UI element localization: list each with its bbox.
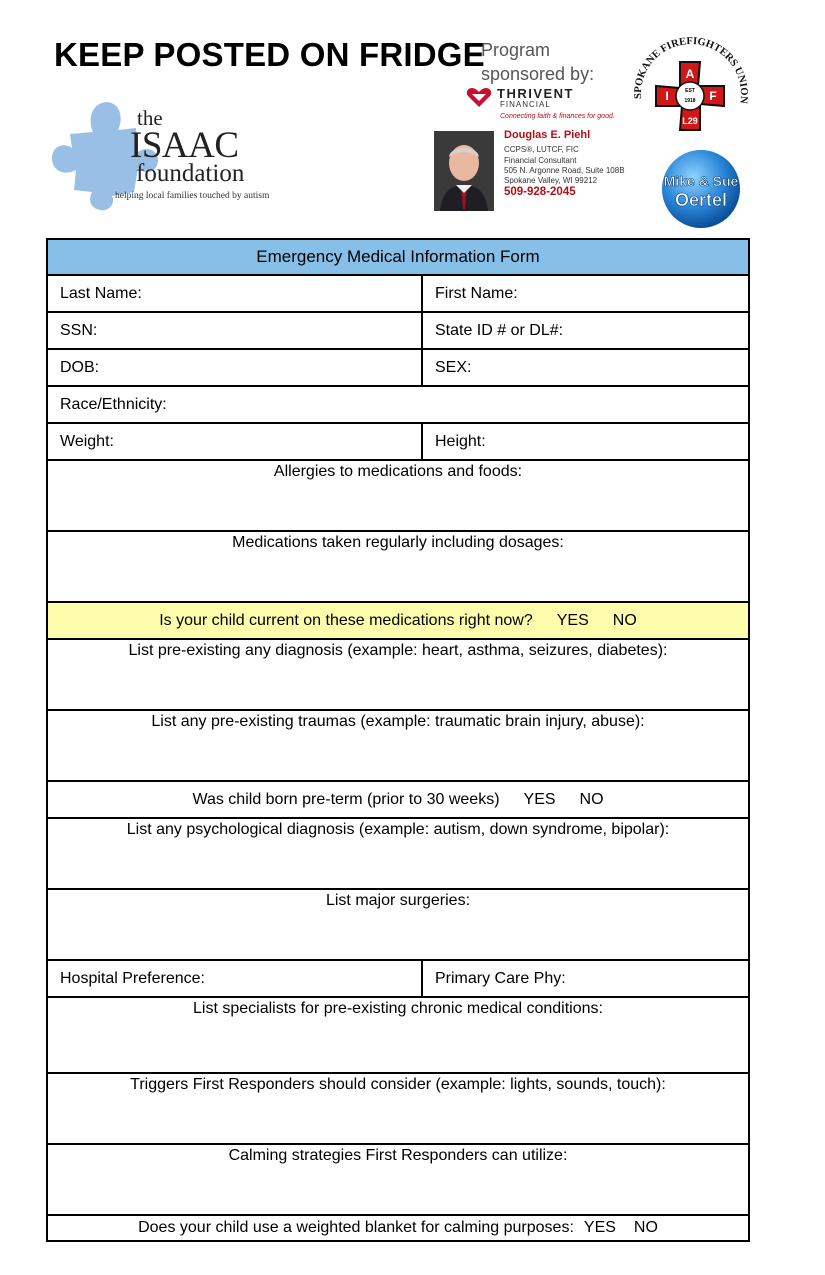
form-row-race (48, 387, 748, 424)
last-name-field[interactable]: Last Name: (48, 276, 423, 311)
firefighters-union-logo-icon (628, 34, 752, 140)
thrivent-heart-icon (466, 88, 492, 108)
isaac-logo-name: ISAAC (130, 125, 239, 166)
first-name-field[interactable]: First Name: (435, 284, 518, 302)
svg-text:A: A (685, 67, 695, 81)
svg-text:L29: L29 (682, 116, 698, 126)
weighted-blanket-yes[interactable]: YES (583, 1219, 616, 1236)
advisor-credentials: CCPS®, LUTCF, FIC (504, 145, 579, 154)
thrivent-name: THRIVENT (497, 86, 574, 101)
svg-text:1918: 1918 (684, 98, 696, 104)
psychological-diagnosis-field[interactable]: List any psychological diagnosis (example: autism, down syndrome, bipolar): (48, 819, 748, 890)
surgeries-field[interactable]: List major surgeries: (48, 890, 748, 961)
sponsor-caption: Program sponsored by: (481, 40, 595, 84)
preterm-question (48, 782, 748, 819)
specialists-field[interactable]: List specialists for pre-existing chronic medical conditions: (48, 998, 748, 1074)
current-medications-question (48, 603, 748, 640)
diagnosis-field[interactable]: List pre-existing any diagnosis (example: heart, asthma, seizures, diabetes): (48, 640, 748, 711)
advisor-address-1: 505 N. Argonne Road, Suite 108B (504, 166, 625, 175)
advisor-address-2: Spokane Valley, WI 99212 (504, 176, 598, 185)
form-row-size (48, 424, 748, 461)
preterm-yes[interactable]: YES (523, 790, 556, 808)
weighted-blanket-question (48, 1216, 748, 1240)
oertel-logo-icon (660, 148, 742, 230)
form-row-care (48, 961, 748, 998)
primary-care-field[interactable]: Primary Care Phy: (435, 969, 566, 987)
emergency-medical-form (46, 238, 750, 1242)
svg-text:EST: EST (685, 88, 695, 94)
triggers-field[interactable]: Triggers First Responders should consider (example: lights, sounds, touch): (48, 1074, 748, 1145)
preterm-no[interactable]: NO (579, 790, 604, 808)
hospital-preference-field[interactable]: Hospital Preference: (48, 961, 423, 996)
weighted-blanket-no[interactable]: NO (633, 1219, 658, 1236)
form-row-id (48, 313, 748, 350)
traumas-field[interactable]: List any pre-existing traumas (example: traumatic brain injury, abuse): (48, 711, 748, 782)
state-id-field[interactable]: State ID # or DL#: (435, 321, 564, 339)
thrivent-tagline: Connecting faith & finances for good. (500, 113, 615, 120)
advisor-role: Financial Consultant (504, 156, 577, 165)
advisor-photo (434, 131, 494, 211)
weighted-blanket-label: Does your child use a weighted blanket for calming purposes: (138, 1219, 574, 1236)
preterm-label: Was child born pre-term (prior to 30 weeks) (192, 790, 500, 808)
svg-text:Mike & Sue: Mike & Sue (663, 173, 739, 189)
allergies-field[interactable]: Allergies to medications and foods: (48, 461, 748, 532)
svg-text:SPOKANE FIREFIGHTERS UNION: SPOKANE FIREFIGHTERS UNION (632, 35, 750, 105)
form-row-dob (48, 350, 748, 387)
weight-field[interactable]: Weight: (48, 424, 423, 459)
current-medications-yes[interactable]: YES (556, 611, 589, 629)
calming-strategies-field[interactable]: Calming strategies First Responders can utilize: (48, 1145, 748, 1216)
current-medications-label: Is your child current on these medications right now? (159, 611, 533, 629)
isaac-logo-foundation: foundation (136, 160, 245, 187)
form-row-name (48, 276, 748, 313)
advisor-portrait-icon (434, 131, 494, 211)
svg-text:Oertel: Oertel (674, 190, 728, 210)
height-field[interactable]: Height: (435, 432, 486, 450)
svg-text:I: I (665, 89, 669, 103)
ssn-field[interactable]: SSN: (48, 313, 423, 348)
sex-field[interactable]: SEX: (435, 358, 472, 376)
isaac-logo-the: the (137, 106, 163, 130)
thrivent-financial: FINANCIAL (500, 100, 551, 109)
dob-field[interactable]: DOB: (48, 350, 423, 385)
form-title: Emergency Medical Information Form (48, 240, 748, 276)
advisor-name: Douglas E. Piehl (504, 129, 591, 141)
current-medications-no[interactable]: NO (612, 611, 637, 629)
svg-text:F: F (709, 89, 717, 103)
isaac-logo-tagline: helping local families touched by autism (115, 191, 270, 201)
medications-field[interactable]: Medications taken regularly including dosages: (48, 532, 748, 603)
race-ethnicity-field[interactable]: Race/Ethnicity: (60, 395, 167, 413)
advisor-phone: 509-928-2045 (504, 186, 576, 198)
page-heading: KEEP POSTED ON FRIDGE (54, 36, 485, 73)
